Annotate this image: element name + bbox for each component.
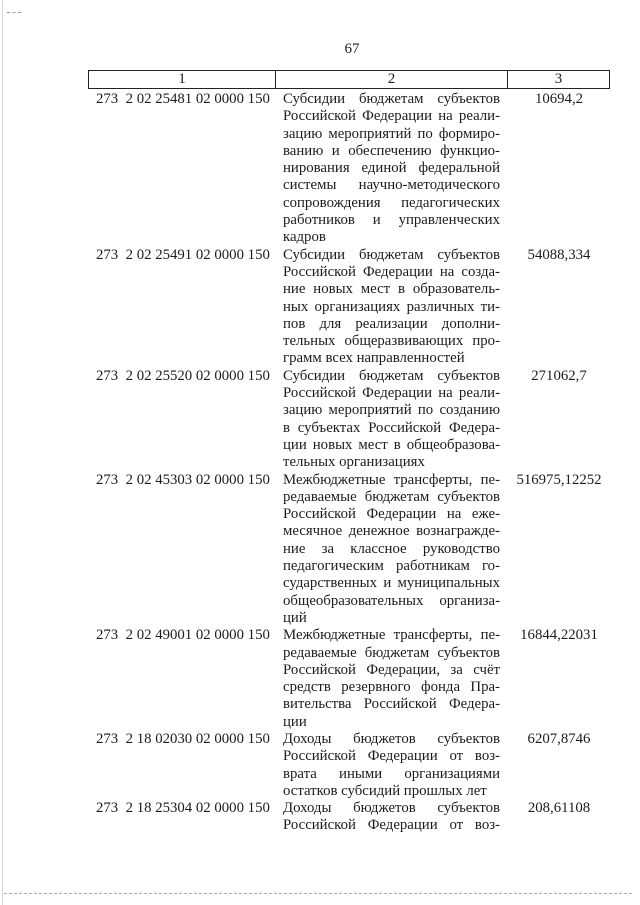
description-line: ции	[283, 713, 307, 730]
description-line: редаваемые бюджетам субъектов	[283, 488, 500, 505]
budget-code: 273 2 02 25481 02 0000 150	[96, 91, 270, 107]
description-line: ванию и обеспечению функцио-	[283, 142, 500, 159]
description-line: Российской Федерации на реали-	[283, 108, 500, 125]
description-line: Российской Федерации на еже-	[283, 506, 500, 523]
description-line: Российской Федерации на реали-	[283, 385, 500, 402]
table-row	[88, 731, 610, 800]
budget-code: 273 2 02 25520 02 0000 150	[96, 367, 270, 384]
description-line: грамм всех направленностей	[283, 350, 465, 367]
description-line: зацию мероприятий по созданию	[283, 402, 500, 419]
description-line: Субсидии бюджетам субъектов	[283, 91, 500, 107]
description-line: остатков субсидий прошлых лет	[283, 782, 487, 799]
table-body	[88, 91, 610, 835]
budget-code: 273 2 02 49001 02 0000 150	[96, 627, 270, 644]
amount-value: 54088,334	[527, 246, 591, 263]
table-row	[88, 800, 610, 835]
budget-code: 273 2 18 25304 02 0000 150	[96, 800, 270, 817]
description-line: вительства Российской Федера-	[283, 696, 500, 713]
description-line: педагогическим работникам го-	[283, 558, 500, 575]
description-line: средств резервного фонда Пра-	[283, 679, 500, 696]
table-row	[88, 472, 610, 628]
column-header-2: 2	[276, 71, 508, 88]
description-line: нирования единой федеральной	[283, 160, 500, 177]
description-line: Межбюджетные трансферты, пе-	[283, 471, 500, 488]
description-line: Субсидии бюджетам субъектов	[283, 367, 500, 384]
column-header-3: 3	[554, 71, 563, 87]
amount-value: 271062,7	[531, 367, 587, 384]
description	[276, 800, 508, 835]
description	[276, 91, 508, 247]
description-line: общеобразовательных организа-	[283, 592, 500, 609]
description-line: Межбюджетные трансферты, пе-	[283, 627, 500, 644]
description-line: кадров	[283, 229, 326, 246]
description-line: Доходы бюджетов субъектов	[283, 730, 500, 747]
description-line: Субсидии бюджетам субъектов	[283, 246, 500, 263]
page-number: 67	[344, 41, 360, 57]
description-line: ции новых мест в общеобразова-	[283, 436, 500, 453]
description-line: Российской Федерации от воз-	[283, 817, 500, 834]
description-line: сопровождения педагогических	[283, 194, 500, 211]
description-line: системы научно-методического	[283, 177, 500, 194]
table-header	[88, 70, 610, 89]
description-line: месячное денежное вознагражде-	[283, 523, 500, 540]
description-line: зацию мероприятий по формиро-	[283, 125, 500, 142]
amount-value: 6207,8746	[527, 730, 591, 747]
scan-mark	[7, 12, 21, 13]
budget-code: 273 2 02 25491 02 0000 150	[96, 246, 270, 263]
table-row	[88, 368, 610, 472]
description-line: Российской Федерации на созда-	[283, 263, 500, 280]
amount-value: 16844,22031	[520, 627, 598, 644]
description-line: ние новых мест в образователь-	[283, 281, 500, 298]
scan-edge-left	[2, 0, 3, 905]
description-line: редаваемые бюджетам субъектов	[283, 644, 500, 661]
table-row	[88, 627, 610, 731]
table-row	[88, 247, 610, 368]
description-line: ние за классное руководство	[283, 540, 500, 557]
description	[276, 627, 508, 731]
description-line: тельных общеразвивающих про-	[283, 333, 500, 350]
description-line: Российской Федерации, за счёт	[283, 661, 500, 678]
description-line: в субъектах Российской Федера-	[283, 419, 500, 436]
description	[276, 472, 508, 628]
description-line: пов для реализации дополни-	[283, 315, 500, 332]
description-line: Доходы бюджетов субъектов	[283, 800, 500, 817]
description	[276, 368, 508, 472]
column-header-1: 1	[89, 71, 276, 88]
description-line: Российской Федерации от воз-	[283, 748, 500, 765]
scan-edge-bottom	[4, 893, 632, 894]
amount-value: 10694,2	[534, 91, 584, 107]
budget-code: 273 2 18 02030 02 0000 150	[96, 730, 270, 747]
description-line: ций	[283, 609, 307, 626]
description-line: врата иными организациями	[283, 765, 500, 782]
table-row	[88, 91, 610, 247]
description	[276, 731, 508, 800]
description-line: ных организациях различных ти-	[283, 298, 500, 315]
amount-value: 516975,12252	[516, 471, 602, 488]
description-line: тельных организациях	[283, 454, 425, 471]
description	[276, 247, 508, 368]
description-line: сударственных и муниципальных	[283, 575, 500, 592]
description-line: работников и управленческих	[283, 212, 500, 229]
amount-value: 208,61108	[527, 800, 591, 817]
budget-code: 273 2 02 45303 02 0000 150	[96, 471, 270, 488]
